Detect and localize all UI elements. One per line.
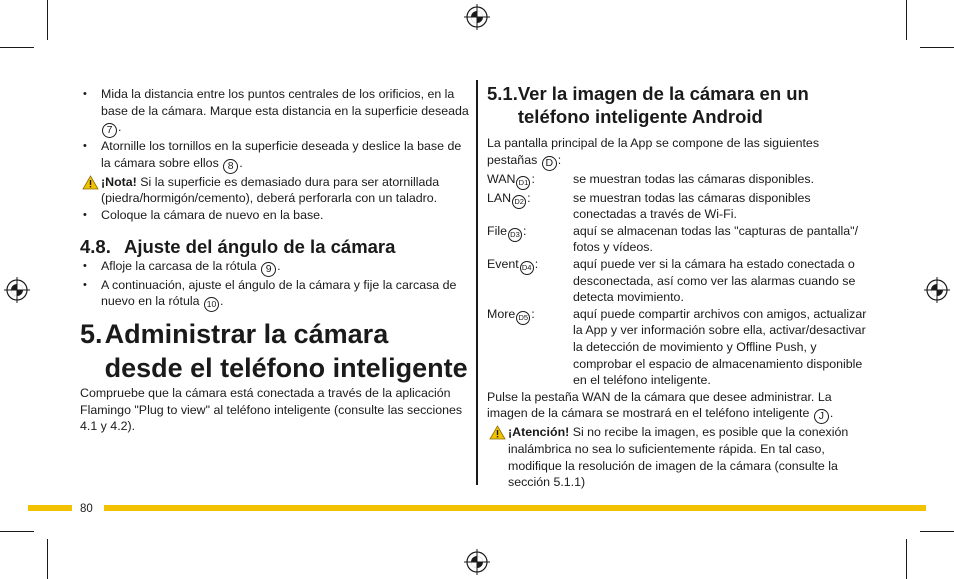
warning-icon — [489, 425, 506, 440]
left-column — [80, 86, 470, 435]
figure-ref: D — [542, 156, 557, 171]
paragraph: Compruebe que la cámara está conectada a través de la aplicación Flamingo "Plug to view" al teléfono inteligente (consulte las secciones 4.1 y 4.2). — [80, 386, 463, 434]
tab-description-row: More D5 : aquí puede compartir archivos con amigos, actualizar la App y ver información sobre ella, activar/desactivar la detección de movimiento y Offline Push, y comprobar el espacio de almacenamiento disponible en el teléfono inteligente. — [487, 306, 867, 388]
footer-bar — [28, 505, 72, 511]
figure-ref: 8 — [223, 159, 238, 174]
footer-bar — [104, 505, 926, 511]
section-heading: 4.8. Ajuste del ángulo de la cámara — [80, 235, 396, 257]
note-text: Si la superficie es demasiado dura para ser atornillada (piedra/hormigón/cemento), deberá perforarla con un taladro. — [101, 174, 440, 206]
crop-mark — [47, 539, 48, 579]
figure-ref: J — [814, 409, 829, 424]
page-number: 80 — [80, 503, 93, 515]
list-item: • A continuación, ajuste el ángulo de la cámara y fije la carcasa de nuevo en la rótula 10 . — [80, 277, 470, 313]
figure-ref: 7 — [102, 123, 117, 138]
crop-mark — [920, 47, 954, 48]
registration-mark-icon — [3, 276, 31, 304]
note-label: ¡Nota! — [101, 174, 137, 189]
attention-label: ¡Atención! — [508, 425, 570, 440]
registration-mark-icon — [463, 3, 491, 31]
registration-mark-icon — [923, 276, 951, 304]
tab-description-row: LAN D2 : se muestran todas las cámaras disponibles conectadas a través de Wi-Fi. — [487, 190, 811, 222]
section-heading: 5.1. Ver la imagen de la cámara en un teléfono inteligente Android — [487, 83, 809, 127]
paragraph: Pulse la pestaña WAN de la cámara que desee administrar. La imagen de la cámara se mostrará en el teléfono inteligente J . — [487, 389, 834, 423]
right-column — [487, 82, 872, 491]
attention-text: Si no recibe la imagen, es posible que la conexión inalámbrica no sea lo suficientemente rápida. En tal caso, modifique la resolución de imagen de la cámara (consulte la sección 5.1.1) — [508, 425, 849, 490]
note — [80, 174, 470, 207]
paragraph: La pantalla principal de la App se compone de las siguientes pestañas D : — [487, 136, 820, 169]
attention-note — [487, 424, 872, 490]
column-divider — [476, 80, 478, 485]
figure-ref: 10 — [204, 297, 219, 312]
list-item: • Mida la distancia entre los puntos centrales de los orificios, en la base de la cámara. Marque esta distancia en la superficie deseada 7 . — [80, 86, 470, 138]
registration-mark-icon — [463, 548, 491, 576]
figure-ref: D1 — [516, 176, 530, 190]
list-item: • Afloje la carcasa de la rótula 9 . — [80, 258, 470, 277]
chapter-heading: 5. Administrar la cámara desde el teléfono inteligente — [80, 319, 468, 384]
list-item: • Atornille los tornillos en la superficie deseada y deslice la base de la cámara sobre ellos 8 . — [80, 138, 470, 174]
tab-description-row: File D3 : aquí se almacenan todas las "capturas de pantalla"/ fotos y vídeos. — [487, 223, 859, 255]
crop-mark — [920, 531, 954, 532]
crop-mark — [906, 539, 907, 579]
crop-mark — [47, 0, 48, 40]
crop-mark — [906, 0, 907, 40]
figure-ref: D2 — [512, 195, 526, 209]
tab-description-row: Event D4 : aquí puede ver si la cámara ha estado conectada o desconectada, así como ver las alarmas cuando se detecta movimiento. — [487, 256, 856, 305]
list-item: • Coloque la cámara de nuevo en la base. — [80, 207, 470, 224]
crop-mark — [0, 531, 34, 532]
figure-ref: D3 — [508, 228, 522, 242]
crop-mark — [0, 47, 34, 48]
figure-ref: D4 — [520, 261, 534, 275]
figure-ref: D5 — [516, 311, 530, 325]
warning-icon — [82, 175, 99, 190]
figure-ref: 9 — [261, 262, 276, 277]
tab-description-row: WAN D1 : se muestran todas las cámaras disponibles. — [487, 171, 872, 190]
